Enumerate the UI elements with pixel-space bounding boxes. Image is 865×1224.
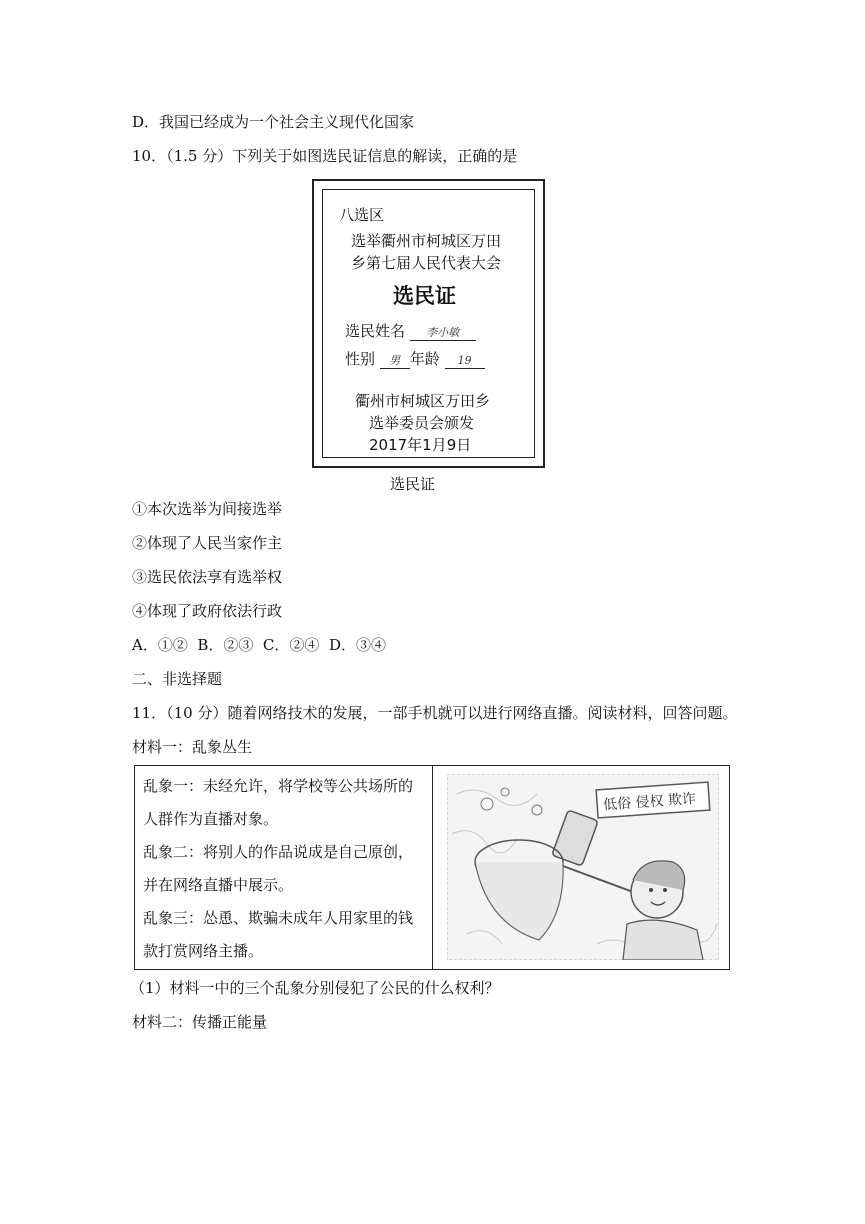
card-line1: 选举衢州市柯城区万田: [351, 232, 502, 250]
card-gender-age-row: [345, 350, 485, 369]
material1-text-cell: [135, 766, 433, 969]
card-issuer2: 选举委员会颁发: [369, 414, 475, 432]
card-caption: 选民证: [390, 475, 436, 493]
q10-options: A．①② B．②③ C．②④ D．③④: [132, 636, 386, 654]
card-name-value: 李小敏: [410, 326, 476, 341]
card-district: 八选区: [339, 206, 385, 224]
cartoon-image: [447, 774, 719, 960]
sub-question-1: （1）材料一中的三个乱象分别侵犯了公民的什么权利？: [130, 979, 500, 997]
card-name-row: [345, 322, 476, 341]
card-age-value: 19: [445, 354, 485, 369]
table-line: 款打赏网络主播。: [143, 942, 264, 960]
statement-1: ①本次选举为间接选举: [132, 500, 283, 518]
material1-table: [134, 765, 730, 970]
section-heading: 二、非选择题: [132, 670, 223, 688]
cartoon-sign-text: 低俗 侵权 欺诈: [602, 791, 697, 814]
q11-stem: 11．（10 分）随着网络技术的发展，一部手机就可以进行网络直播。阅读材料，回答问题。: [132, 704, 738, 722]
material2-title: 材料二：传播正能量: [132, 1013, 268, 1031]
table-line: 乱象二：将别人的作品说成是自己原创，: [143, 843, 414, 861]
card-gender-value: 男: [380, 354, 410, 369]
table-line: 并在网络直播中展示。: [143, 876, 294, 894]
card-title: 选民证: [393, 284, 456, 308]
table-line: 人群作为直播对象。: [143, 810, 279, 828]
q9-option-d: D．我国已经成为一个社会主义现代化国家: [132, 113, 415, 131]
material1-title: 材料一：乱象丛生: [132, 738, 253, 756]
card-date: 2017年1月9日: [369, 436, 472, 454]
card-gender-label: 性别: [345, 350, 376, 368]
table-line: 乱象三：怂恿、欺骗未成年人用家里的钱: [143, 909, 414, 927]
card-age-label: 年龄: [409, 350, 440, 368]
q10-stem: 10．（1.5 分）下列关于如图选民证信息的解读，正确的是: [132, 147, 518, 165]
statement-3: ③选民依法享有选举权: [132, 568, 283, 586]
statement-4: ④体现了政府依法行政: [132, 602, 283, 620]
table-line: 乱象一：未经允许，将学校等公共场所的: [143, 777, 414, 795]
voter-card-inner: [322, 189, 535, 458]
voter-card: [312, 179, 545, 468]
card-name-label: 选民姓名: [345, 322, 406, 340]
card-issuer1: 衢州市柯城区万田乡: [355, 392, 491, 410]
card-line2: 乡第七届人民代表大会: [351, 254, 502, 272]
statement-2: ②体现了人民当家作主: [132, 534, 283, 552]
